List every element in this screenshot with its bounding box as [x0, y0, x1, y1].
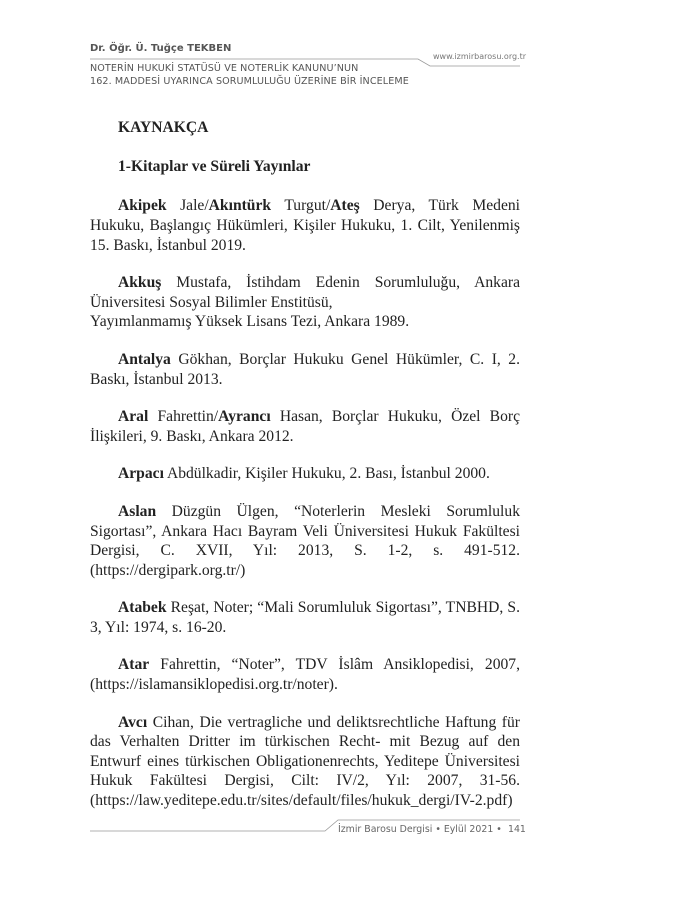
reference-text: Abdülkadir, Kişiler Hukuku, 2. Bası, İstanbul 2000.	[163, 465, 490, 483]
reference-text: Derya, Türk Medeni Hukuku, Başlangıç Hükümleri, Kişiler Hukuku, 1. Cilt, Yenilenmiş 15. Baskı, İstanbul 2019.	[90, 197, 520, 254]
reference-entry	[90, 598, 520, 637]
author-surname: Akkuş	[118, 274, 162, 292]
reference-entry	[90, 464, 520, 484]
reference-text: Jale/	[166, 197, 209, 215]
author-surname: Aslan	[118, 502, 157, 520]
footer-journal: İzmir Barosu Dergisi • Eylül 2021 •	[338, 823, 502, 835]
page-body	[0, 118, 700, 857]
page-number: 141	[508, 823, 526, 835]
header-author: Dr. Öğr. Ü. Tuğçe TEKBEN	[90, 43, 232, 54]
author-surname: Ateş	[330, 197, 360, 215]
author-surname: Atabek	[118, 599, 167, 617]
reference-list	[90, 196, 520, 810]
section-heading: KAYNAKÇA	[118, 119, 209, 136]
reference-entry	[90, 713, 520, 811]
author-surname: Akıntürk	[208, 197, 272, 215]
author-surname: Arpacı	[118, 465, 164, 483]
author-surname: Antalya	[118, 350, 171, 368]
reference-text: Yayımlanmamış Yüksek Lisans Tezi, Ankara 1989.	[90, 313, 410, 331]
running-footer	[0, 817, 700, 857]
reference-entry	[90, 350, 520, 389]
reference-entry	[90, 273, 520, 332]
reference-text: Cihan, Die vertragliche und deliktsrechtliche Haftung für das Verhalten Dritter im türkischen Recht- mit Bezug auf den Entwurf eines türkischen Obligationenrechts, Yeditepe Üniversitesi Hukuk Fakültesi Dergisi, Cilt: IV/2, Yıl: 2007, 31-56. (https://law.yeditepe.edu.tr/sites/default/files/hukuk_dergi/IV-2.pdf)	[90, 713, 520, 810]
reference-text: Fahrettin, “Noter”, TDV İslâm Ansiklopedisi, 2007, (https://islamansiklopedisi.org.tr/noter).	[90, 656, 520, 694]
reference-text: Düzgün Ülgen, “Noterlerin Mesleki Sorumluluk Sigortası”, Ankara Hacı Bayram Veli Üniversitesi Hukuk Fakültesi Dergisi, C. XVII, Yıl: 2013, S. 1-2, s. 491-512. (https://dergipark.org.tr/)	[90, 502, 520, 579]
reference-entry	[90, 407, 520, 446]
author-surname: Aral	[118, 408, 149, 426]
reference-entry	[90, 655, 520, 694]
header-title-line: NOTERİN HUKUKİ STATÜSÜ VE NOTERLİK KANUNU’NUN	[90, 63, 359, 74]
reference-entry	[90, 196, 520, 255]
author-surname: Avcı	[118, 713, 148, 731]
reference-text: Mustafa, İstihdam Edenin Sorumluluğu, Ankara Üniversitesi Sosyal Bilimler Enstitüsü,	[90, 274, 520, 311]
reference-text: Reşat, Noter; “Mali Sorumluluk Sigortası”, TNBHD, S. 3, Yıl: 1974, s. 16-20.	[90, 599, 520, 636]
author-surname: Atar	[118, 656, 150, 674]
header-rule-graphic	[0, 0, 700, 80]
reference-text: Hasan, Borçlar Hukuku, Özel Borç İlişkileri, 9. Baskı, Ankara 2012.	[90, 408, 520, 445]
reference-text: Fahrettin/	[148, 408, 219, 426]
subsection-heading: 1-Kitaplar ve Süreli Yayınlar	[118, 158, 311, 176]
header-rule	[90, 59, 520, 66]
reference-text: Gökhan, Borçlar Hukuku Genel Hükümler, C. I, 2. Baskı, İstanbul 2013.	[90, 350, 520, 388]
header-title-line: 162. MADDESİ UYARINCA SORUMLULUĞU ÜZERİNE BİR İNCELEME	[90, 76, 409, 87]
bibliography	[90, 118, 520, 811]
author-surname: Ayrancı	[218, 408, 271, 426]
author-surname: Akipek	[118, 197, 167, 215]
header-url: www.izmirbarosu.org.tr	[433, 52, 527, 61]
reference-entry	[90, 502, 520, 580]
reference-text: Turgut/	[271, 197, 331, 215]
